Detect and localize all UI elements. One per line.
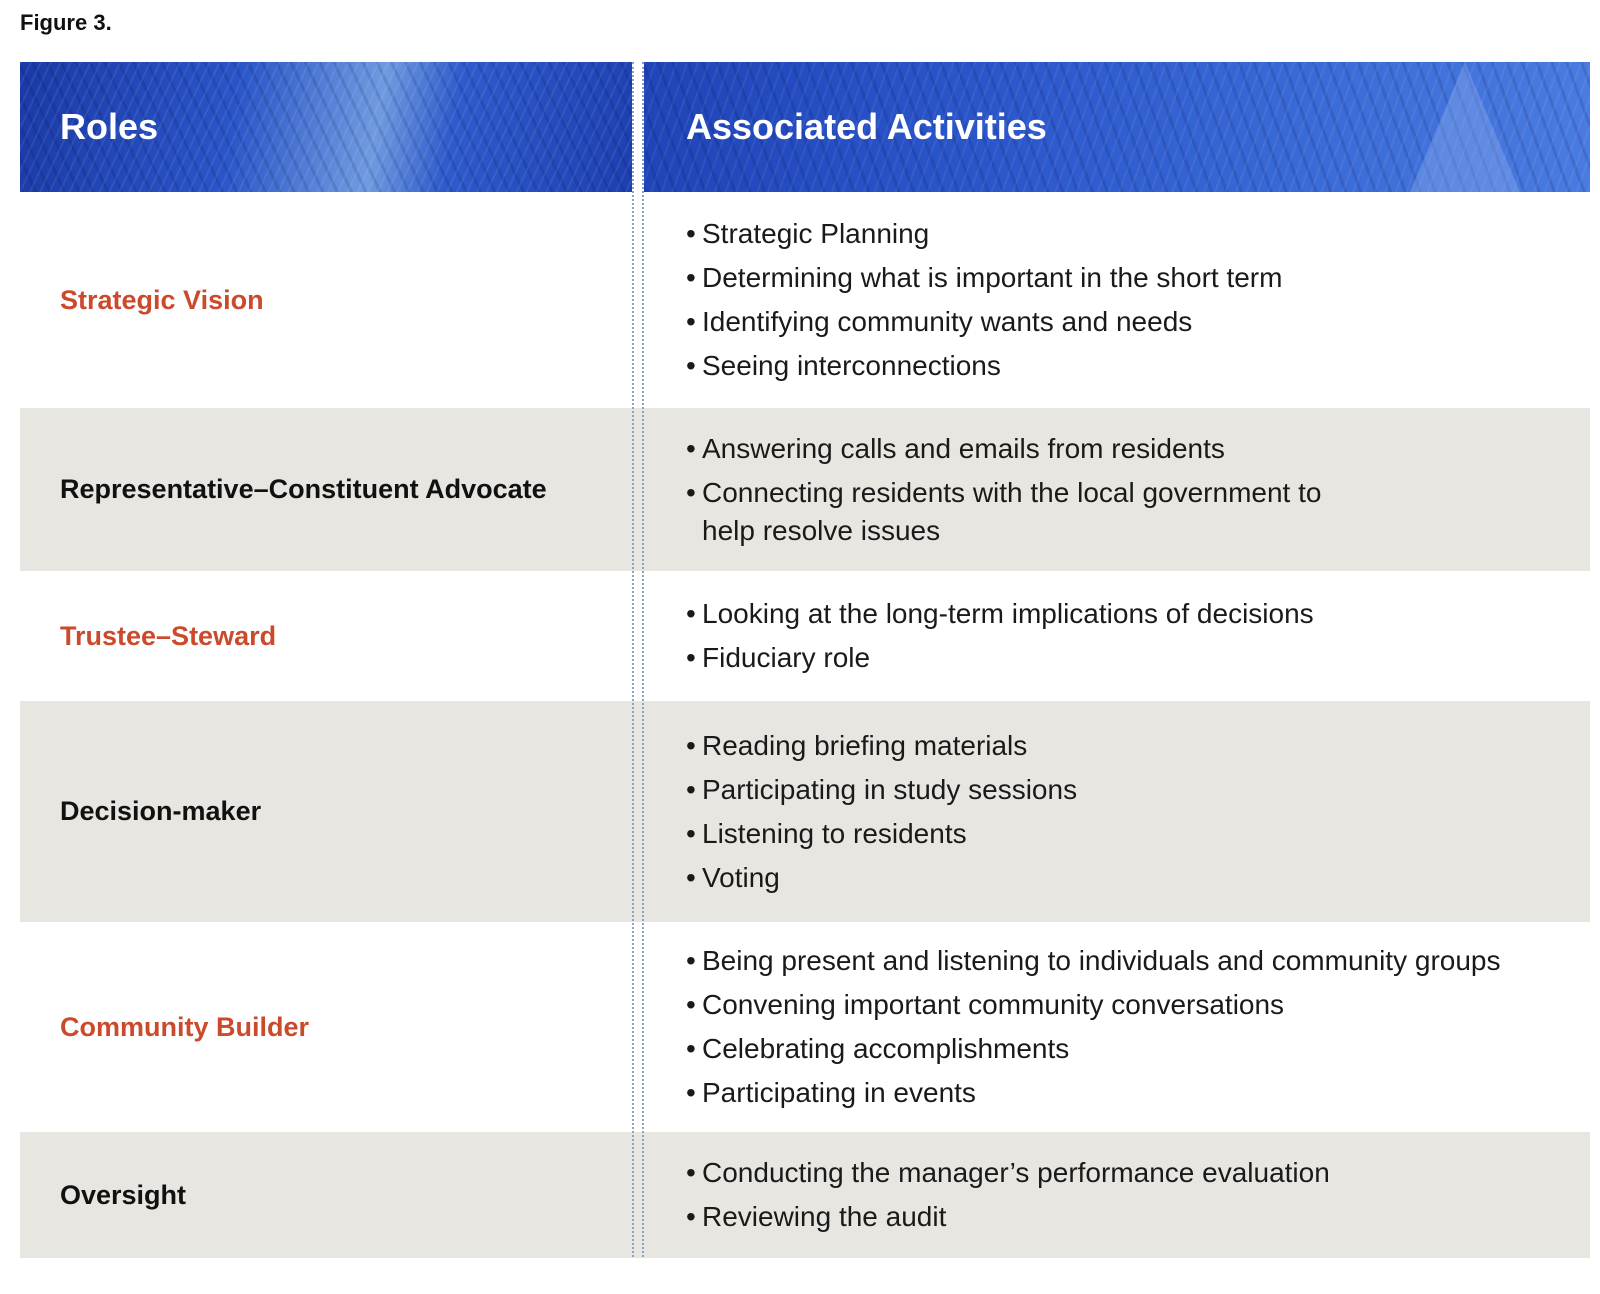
column-divider	[632, 62, 634, 1257]
figure-label: Figure 3.	[20, 10, 112, 35]
activity-item: • Voting	[686, 861, 780, 893]
column-divider	[642, 62, 644, 1257]
table-row	[20, 571, 1590, 701]
table-row	[20, 701, 1590, 922]
role-cell	[20, 192, 632, 408]
table-row	[20, 1132, 1590, 1258]
header-activities-cell	[644, 62, 1590, 192]
role-label: Representative–Constituent Advocate	[60, 474, 547, 504]
activities-cell	[632, 701, 1590, 922]
activity-item: • Connecting residents with the local government to help resolve issues	[686, 476, 1322, 546]
role-cell	[20, 571, 632, 701]
activity-item: • Determining what is important in the short term	[686, 262, 1283, 293]
role-cell	[20, 701, 632, 922]
activity-item: • Conducting the manager’s performance evaluation	[686, 1157, 1330, 1188]
activity-item: • Being present and listening to individuals and community groups	[686, 945, 1501, 976]
table-body	[20, 192, 1590, 1258]
table-row	[20, 408, 1590, 571]
activities-cell	[632, 408, 1590, 571]
role-label: Trustee–Steward	[60, 620, 277, 651]
activities-cell	[632, 922, 1590, 1132]
header-roles: Roles	[60, 106, 159, 147]
activities-cell	[632, 571, 1590, 701]
activities-cell	[632, 1132, 1590, 1258]
role-label: Oversight	[60, 1179, 187, 1210]
role-label: Strategic Vision	[60, 284, 264, 315]
table-row	[20, 192, 1590, 408]
role-cell	[20, 922, 632, 1132]
roles-table	[20, 62, 1590, 1258]
activity-item: • Participating in events	[686, 1077, 976, 1108]
table-header	[20, 62, 1590, 192]
activity-item: • Listening to residents	[686, 817, 967, 849]
activity-item: • Answering calls and emails from residents	[686, 432, 1225, 464]
activity-item: • Participating in study sessions	[686, 773, 1078, 805]
role-cell	[20, 1132, 632, 1258]
activity-item: • Looking at the long-term implications of decisions	[686, 598, 1314, 629]
activity-item: • Seeing interconnections	[686, 350, 1001, 381]
role-label: Community Builder	[60, 1011, 310, 1042]
activity-item: • Celebrating accomplishments	[686, 1033, 1070, 1064]
activity-item: • Strategic Planning	[686, 218, 930, 249]
header-decoration	[1410, 62, 1520, 192]
role-cell	[20, 408, 632, 571]
activity-item: • Convening important community conversations	[686, 989, 1285, 1020]
activities-cell	[632, 192, 1590, 408]
activity-item: • Reading briefing materials	[686, 729, 1028, 761]
activity-item: • Reviewing the audit	[686, 1201, 947, 1232]
activity-item: • Fiduciary role	[686, 642, 871, 673]
activity-item: • Identifying community wants and needs	[686, 306, 1193, 337]
table-row	[20, 922, 1590, 1132]
header-activities: Associated Activities	[686, 106, 1047, 147]
role-label: Decision-maker	[60, 796, 262, 826]
header-roles-cell	[20, 62, 632, 192]
